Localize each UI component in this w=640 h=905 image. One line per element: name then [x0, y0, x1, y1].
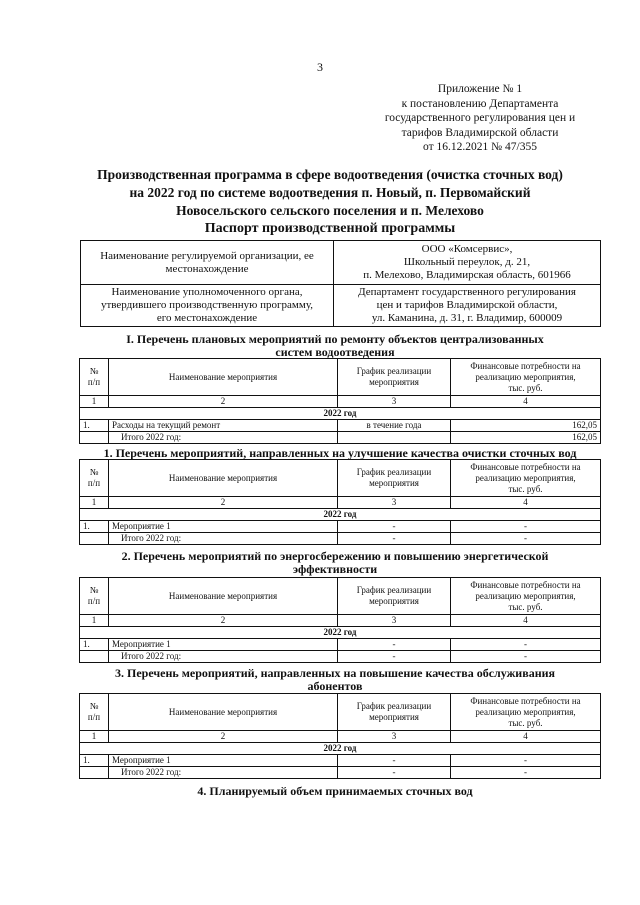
col-number: 3 — [338, 731, 451, 743]
total-label: Итого 2022 год: — [109, 533, 338, 545]
hdr-line: мероприятия — [369, 478, 419, 488]
col-number: 2 — [109, 497, 338, 509]
row-num: 1. — [80, 639, 109, 651]
col-num-header — [80, 694, 109, 731]
value-line: Школьный переулок, д. 21, — [403, 256, 531, 268]
hdr-line: п/п — [87, 596, 101, 606]
col-number: 1 — [80, 731, 109, 743]
hdr-line: реализацию мероприятия, — [475, 706, 576, 717]
col-name-header: Наименование мероприятия — [109, 694, 338, 731]
appendix-line: государственного регулирования цен и — [384, 112, 576, 124]
col-number: 4 — [451, 731, 601, 743]
total-schedule: - — [338, 651, 451, 663]
passport-row — [81, 285, 601, 327]
col-number: 3 — [338, 615, 451, 627]
col-name-header: Наименование мероприятия — [109, 359, 338, 396]
document-title — [70, 166, 590, 220]
plan-table — [79, 693, 601, 779]
total-label: Итого 2022 год: — [109, 432, 338, 444]
section-title-line: 2. Перечень мероприятий по энергосбережению и повышению энергетической — [121, 549, 549, 563]
page-number: 3 — [317, 60, 323, 74]
col-number: 4 — [451, 497, 601, 509]
total-row — [80, 533, 601, 545]
section-title-line: I. Перечень плановых мероприятий по ремонту объектов централизованных — [126, 332, 544, 346]
total-row — [80, 651, 601, 663]
hdr-line: мероприятия — [369, 377, 419, 387]
section-title — [70, 667, 600, 693]
section-title-line: 1. Перечень мероприятий, направленных на улучшение качества очистки сточных вод — [103, 446, 577, 460]
hdr-line: реализацию мероприятия, — [475, 590, 576, 601]
header-row — [80, 460, 601, 497]
passport-value — [334, 241, 601, 285]
col-finance-header — [451, 694, 601, 731]
title-line: на 2022 год по системе водоотведения п. Новый, п. Первомайский — [129, 185, 531, 200]
label-line: его местонахождение — [156, 312, 258, 324]
section-title — [70, 333, 600, 359]
year-row — [80, 408, 601, 420]
passport-label — [81, 285, 334, 327]
col-number-row — [80, 396, 601, 408]
section-title: 4. Планируемый объем принимаемых сточных вод — [197, 784, 473, 798]
passport-label — [81, 241, 334, 285]
hdr-line: реализацию мероприятия, — [475, 371, 576, 382]
hdr-line: № — [89, 585, 99, 595]
header-row — [80, 359, 601, 396]
plan-table — [79, 358, 601, 444]
total-finance: - — [451, 533, 601, 545]
label-line: Наименование уполномоченного органа, — [111, 286, 303, 298]
total-finance: - — [451, 767, 601, 779]
hdr-line: мероприятия — [369, 712, 419, 722]
row-name: Мероприятие 1 — [109, 521, 338, 533]
label-line: утвердившего производственную программу, — [100, 299, 313, 311]
row-name: Мероприятие 1 — [109, 755, 338, 767]
total-label: Итого 2022 год: — [109, 651, 338, 663]
total-num — [80, 767, 109, 779]
hdr-line: реализацию мероприятия, — [475, 472, 576, 483]
col-number: 3 — [338, 497, 451, 509]
hdr-line: График реализации — [356, 701, 432, 711]
hdr-line: тыс. руб. — [508, 483, 543, 494]
col-number: 1 — [80, 615, 109, 627]
hdr-line: № — [89, 701, 99, 711]
col-schedule-header — [338, 359, 451, 396]
year-row — [80, 743, 601, 755]
row-name: Мероприятие 1 — [109, 639, 338, 651]
total-schedule: - — [338, 533, 451, 545]
total-schedule: - — [338, 767, 451, 779]
col-number: 2 — [109, 731, 338, 743]
section-title-line: эффективности — [292, 562, 378, 576]
appendix-block — [360, 82, 600, 155]
hdr-line: Финансовые потребности на — [470, 695, 581, 706]
col-schedule-header — [338, 694, 451, 731]
col-num-header — [80, 359, 109, 396]
col-finance-header — [451, 578, 601, 615]
total-finance: - — [451, 651, 601, 663]
col-num-header — [80, 460, 109, 497]
col-number: 2 — [109, 396, 338, 408]
appendix-line: Приложение № 1 — [437, 83, 523, 95]
hdr-line: п/п — [87, 478, 101, 488]
row-num: 1. — [80, 420, 109, 432]
col-number: 1 — [80, 396, 109, 408]
row-schedule: в течение года — [338, 420, 451, 432]
value-line: ООО «Комсервис», — [421, 243, 513, 255]
hdr-line: тыс. руб. — [508, 382, 543, 393]
row-schedule: - — [338, 521, 451, 533]
appendix-line: тарифов Владимирской области — [401, 126, 559, 139]
table-row — [80, 639, 601, 651]
hdr-line: № — [89, 366, 99, 376]
total-num — [80, 432, 109, 444]
col-name-header: Наименование мероприятия — [109, 460, 338, 497]
total-num — [80, 533, 109, 545]
hdr-line: Финансовые потребности на — [470, 461, 581, 472]
col-number: 4 — [451, 396, 601, 408]
total-label: Итого 2022 год: — [109, 767, 338, 779]
row-schedule: - — [338, 755, 451, 767]
appendix-line: от 16.12.2021 № 47/355 — [423, 141, 537, 153]
col-name-header: Наименование мероприятия — [109, 578, 338, 615]
section-title-line: 3. Перечень мероприятий, направленных на повышение качества обслуживания — [114, 666, 556, 680]
hdr-line: График реализации — [356, 366, 432, 376]
col-num-header — [80, 578, 109, 615]
table-row — [80, 521, 601, 533]
year-cell: 2022 год — [80, 408, 601, 420]
plan-table — [79, 459, 601, 545]
hdr-line: тыс. руб. — [508, 717, 543, 728]
passport-heading: Паспорт производственной программы — [204, 221, 456, 236]
hdr-line: График реализации — [356, 467, 432, 477]
table-row — [80, 420, 601, 432]
year-cell: 2022 год — [80, 743, 601, 755]
col-finance-header — [451, 460, 601, 497]
passport-table — [80, 240, 601, 327]
hdr-line: График реализации — [356, 585, 432, 595]
row-finance: - — [451, 639, 601, 651]
col-number-row — [80, 615, 601, 627]
passport-row — [81, 241, 601, 285]
label-line: местонахождение — [165, 262, 249, 275]
hdr-line: п/п — [87, 377, 101, 387]
header-row — [80, 578, 601, 615]
plan-table — [79, 577, 601, 663]
row-num: 1. — [80, 521, 109, 533]
total-row — [80, 767, 601, 779]
total-finance: 162,05 — [451, 432, 601, 444]
value-line: цен и тарифов Владимирской области, — [376, 299, 558, 311]
col-number: 2 — [109, 615, 338, 627]
value-line: Департамент государственного регулирования — [358, 286, 576, 298]
col-number: 3 — [338, 396, 451, 408]
row-num: 1. — [80, 755, 109, 767]
total-row — [80, 432, 601, 444]
value-line: ул. Каманина, д. 31, г. Владимир, 600009 — [371, 312, 563, 324]
year-row — [80, 627, 601, 639]
col-number: 1 — [80, 497, 109, 509]
hdr-line: № — [89, 467, 99, 477]
section-title — [70, 550, 600, 576]
col-number-row — [80, 731, 601, 743]
appendix-line: к постановлению Департамента — [401, 97, 559, 110]
col-number-row — [80, 497, 601, 509]
title-line: Производственная программа в сфере водоотведения (очистка сточных вод) — [97, 167, 563, 182]
row-schedule: - — [338, 639, 451, 651]
label-line: Наименование регулируемой организации, ее — [100, 249, 314, 262]
hdr-line: п/п — [87, 712, 101, 722]
hdr-line: мероприятия — [369, 596, 419, 606]
total-num — [80, 651, 109, 663]
table-row — [80, 755, 601, 767]
year-cell: 2022 год — [80, 627, 601, 639]
hdr-line: тыс. руб. — [508, 601, 543, 612]
title-line: Новосельского сельского поселения и п. Мелехово — [176, 203, 484, 218]
value-line: п. Мелехово, Владимирская область, 601966 — [363, 269, 571, 281]
passport-value — [334, 285, 601, 327]
header-row — [80, 694, 601, 731]
row-name: Расходы на текущий ремонт — [109, 420, 338, 432]
row-finance: - — [451, 755, 601, 767]
col-finance-header — [451, 359, 601, 396]
hdr-line: Финансовые потребности на — [470, 360, 581, 371]
section-title-line: абонентов — [307, 679, 363, 693]
total-schedule — [338, 432, 451, 444]
col-number: 4 — [451, 615, 601, 627]
year-row — [80, 509, 601, 521]
year-cell: 2022 год — [80, 509, 601, 521]
hdr-line: Финансовые потребности на — [470, 579, 581, 590]
col-schedule-header — [338, 460, 451, 497]
col-schedule-header — [338, 578, 451, 615]
row-finance: 162,05 — [451, 420, 601, 432]
section-title-line: систем водоотведения — [275, 345, 395, 359]
row-finance: - — [451, 521, 601, 533]
